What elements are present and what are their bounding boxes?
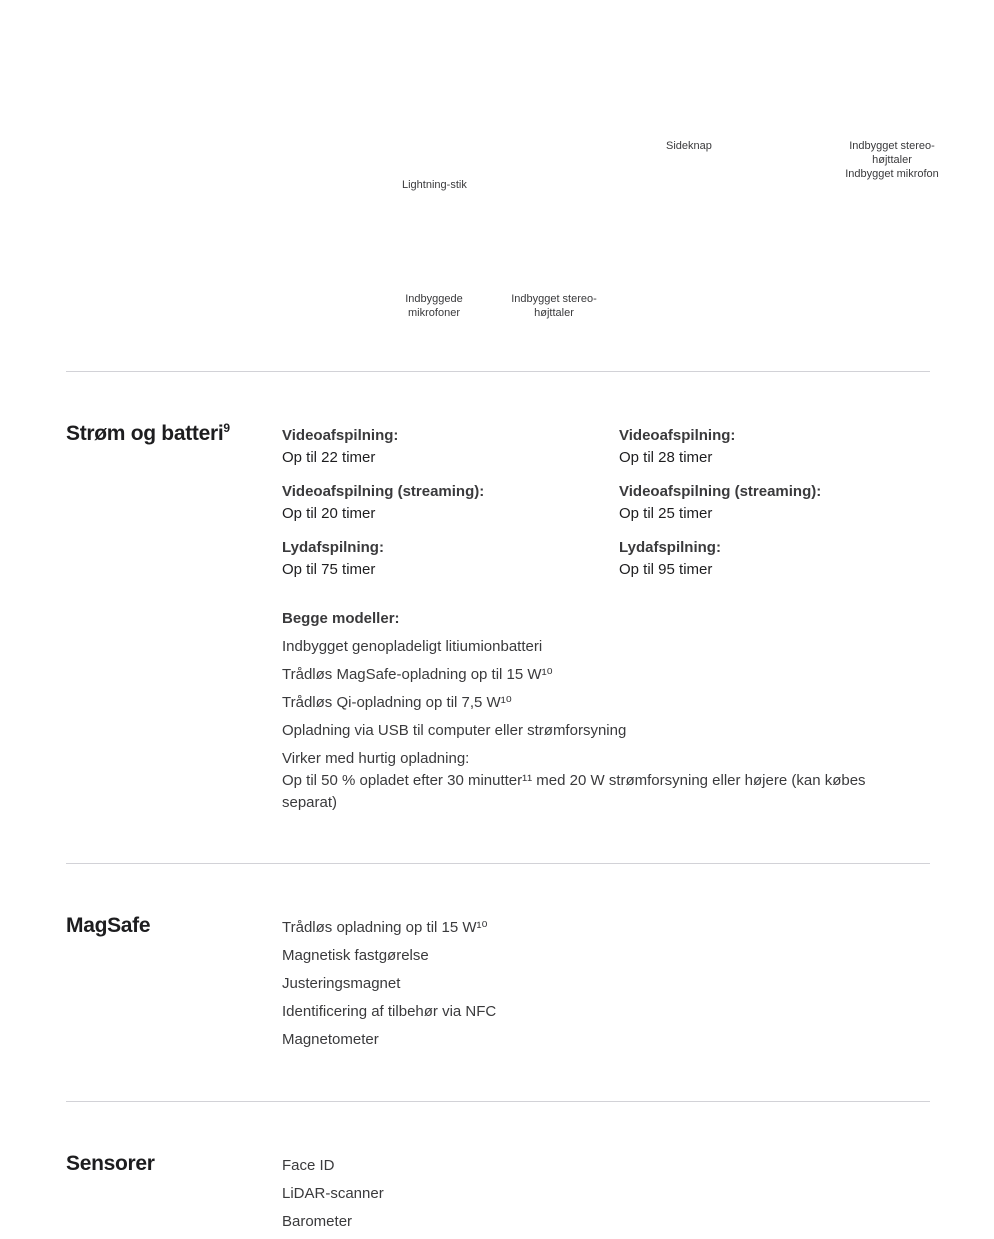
- spec-item: Lydafspilning: Op til 75 timer: [282, 539, 384, 578]
- list-item: Opladning via USB til computer eller strømforsyning: [282, 722, 627, 739]
- spec-item: Videoafspilning: Op til 22 timer: [282, 427, 399, 466]
- list-item: Trådløs Qi-opladning op til 7,5 W¹⁰: [282, 694, 512, 711]
- spec-item: Lydafspilning: Op til 95 timer: [619, 539, 721, 578]
- callout-speaker-bottom: Indbygget stereo- højttaler: [511, 293, 597, 319]
- list-item: Face ID: [282, 1157, 335, 1174]
- section-title-power: Strøm og batteri$^9$: [66, 421, 230, 445]
- list-item-fast-charge: Virker med hurtig opladning: Op til 50 % opladet efter 30 minutter¹¹ med 20 W strømforsyning eller højere (kan købes separat): [282, 750, 866, 811]
- power-specs-right: [619, 425, 949, 593]
- divider: [66, 371, 930, 372]
- footnote-marker: 9: [223, 421, 230, 435]
- callout-microphones: Indbyggede mikrofoner: [405, 293, 463, 319]
- sensors-list: [282, 1155, 902, 1239]
- divider: [66, 1101, 930, 1102]
- spec-item: Videoafspilning (streaming): Op til 25 timer: [619, 483, 822, 522]
- callout-lightning: Lightning-stik: [402, 179, 467, 191]
- list-item: Trådløs MagSafe-opladning op til 15 W¹⁰: [282, 666, 553, 683]
- callout-side-button: Sideknap: [666, 140, 712, 152]
- section-title-sensors: Sensorer: [66, 1152, 155, 1175]
- phone-diagram: [0, 0, 994, 340]
- callout-speaker-mic-top: Indbygget stereo- højttaler Indbygget mikrofon: [845, 140, 939, 180]
- both-models-label: Begge modeller:: [282, 610, 400, 627]
- list-item: Justeringsmagnet: [282, 975, 401, 992]
- list-item: Indbygget genopladeligt litiumionbatteri: [282, 638, 543, 655]
- magsafe-list: [282, 917, 902, 1057]
- power-specs-left: [282, 425, 612, 593]
- spec-item: Videoafspilning: Op til 28 timer: [619, 427, 736, 466]
- section-title-magsafe: MagSafe: [66, 914, 151, 937]
- list-item: Identificering af tilbehør via NFC: [282, 1003, 497, 1020]
- spec-item: Videoafspilning (streaming): Op til 20 timer: [282, 483, 485, 522]
- list-item: Magnetometer: [282, 1031, 379, 1048]
- list-item: LiDAR-scanner: [282, 1185, 384, 1202]
- list-item: Magnetisk fastgørelse: [282, 947, 429, 964]
- power-both-models: [282, 608, 902, 820]
- list-item: Barometer: [282, 1213, 353, 1230]
- divider: [66, 863, 930, 864]
- list-item: Trådløs opladning op til 15 W¹⁰: [282, 919, 488, 936]
